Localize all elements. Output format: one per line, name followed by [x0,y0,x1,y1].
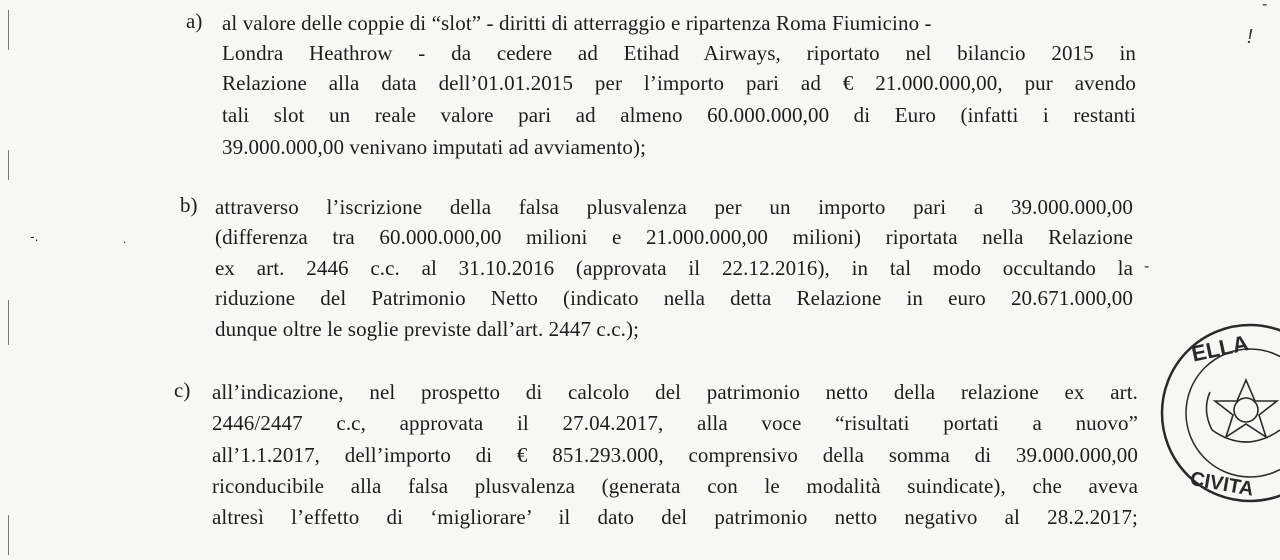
text-line: (differenza tra 60.000.000,00 milioni e 21.000.000,00 milioni) riportata nella Relazione [215,225,1133,249]
margin-dot: . [123,232,127,246]
stamp-bottom-text: CIVITA [1188,467,1256,501]
text-line: 39.000.000,00 venivano imputati ad avviamento); [222,135,647,159]
stamp-top-text: ELLA [1189,330,1251,367]
text-line: attraverso l’iscrizione della falsa plusvalenza per un importo pari a 39.000.000,00 [215,195,1133,219]
text-line: all’1.1.2017, dell’importo di € 851.293.000, comprensivo della somma di 39.000.000,00 [212,443,1138,467]
list-marker: c) [174,378,191,402]
text-line: Londra Heathrow - da cedere ad Etihad Airways, riportato nel bilancio 2015 in [222,41,1136,65]
margin-dot: - [1144,258,1150,275]
text-line: all’indicazione, nel prospetto di calcolo del patrimonio netto della relazione ex art. [212,380,1138,404]
left-margin-line [8,150,9,180]
text-line: Relazione alla data dell’01.01.2015 per l’importo pari ad € 21.000.000,00, pur avendo [222,71,1136,95]
official-stamp [1150,318,1280,508]
margin-dots: -. [30,228,39,244]
left-margin-line [8,10,9,50]
text-line: al valore delle coppie di “slot” - diritti di atterraggio e ripartenza Roma Fiumicino - [222,11,932,35]
text-line: riconducibile alla falsa plusvalenza (generata con le modalità suindicate), che aveva [212,474,1138,498]
left-margin-line [8,300,9,345]
text-line: altresì l’effetto di ‘migliorare’ il dato del patrimonio netto negativo al 28.2.2017; [212,505,1138,529]
left-margin-line [8,515,9,555]
text-line: ex art. 2446 c.c. al 31.10.2016 (approvata il 22.12.2016), in tal modo occultando la [215,256,1133,280]
margin-tick: - [1262,0,1268,13]
text-line: tali slot un reale valore pari ad almeno 60.000.000,00 di Euro (infatti i restanti [222,103,1136,127]
text-line: 2446/2447 c.c, approvata il 27.04.2017, alla voce “risultati portati a nuovo” [212,411,1138,435]
margin-mark: ! [1247,26,1253,48]
text-line: riduzione del Patrimonio Netto (indicato nella detta Relazione in euro 20.671.000,00 [215,286,1133,310]
text-line: dunque oltre le soglie previste dall’art. 2447 c.c.); [215,317,639,341]
list-marker: b) [180,193,198,217]
list-marker: a) [186,9,203,33]
